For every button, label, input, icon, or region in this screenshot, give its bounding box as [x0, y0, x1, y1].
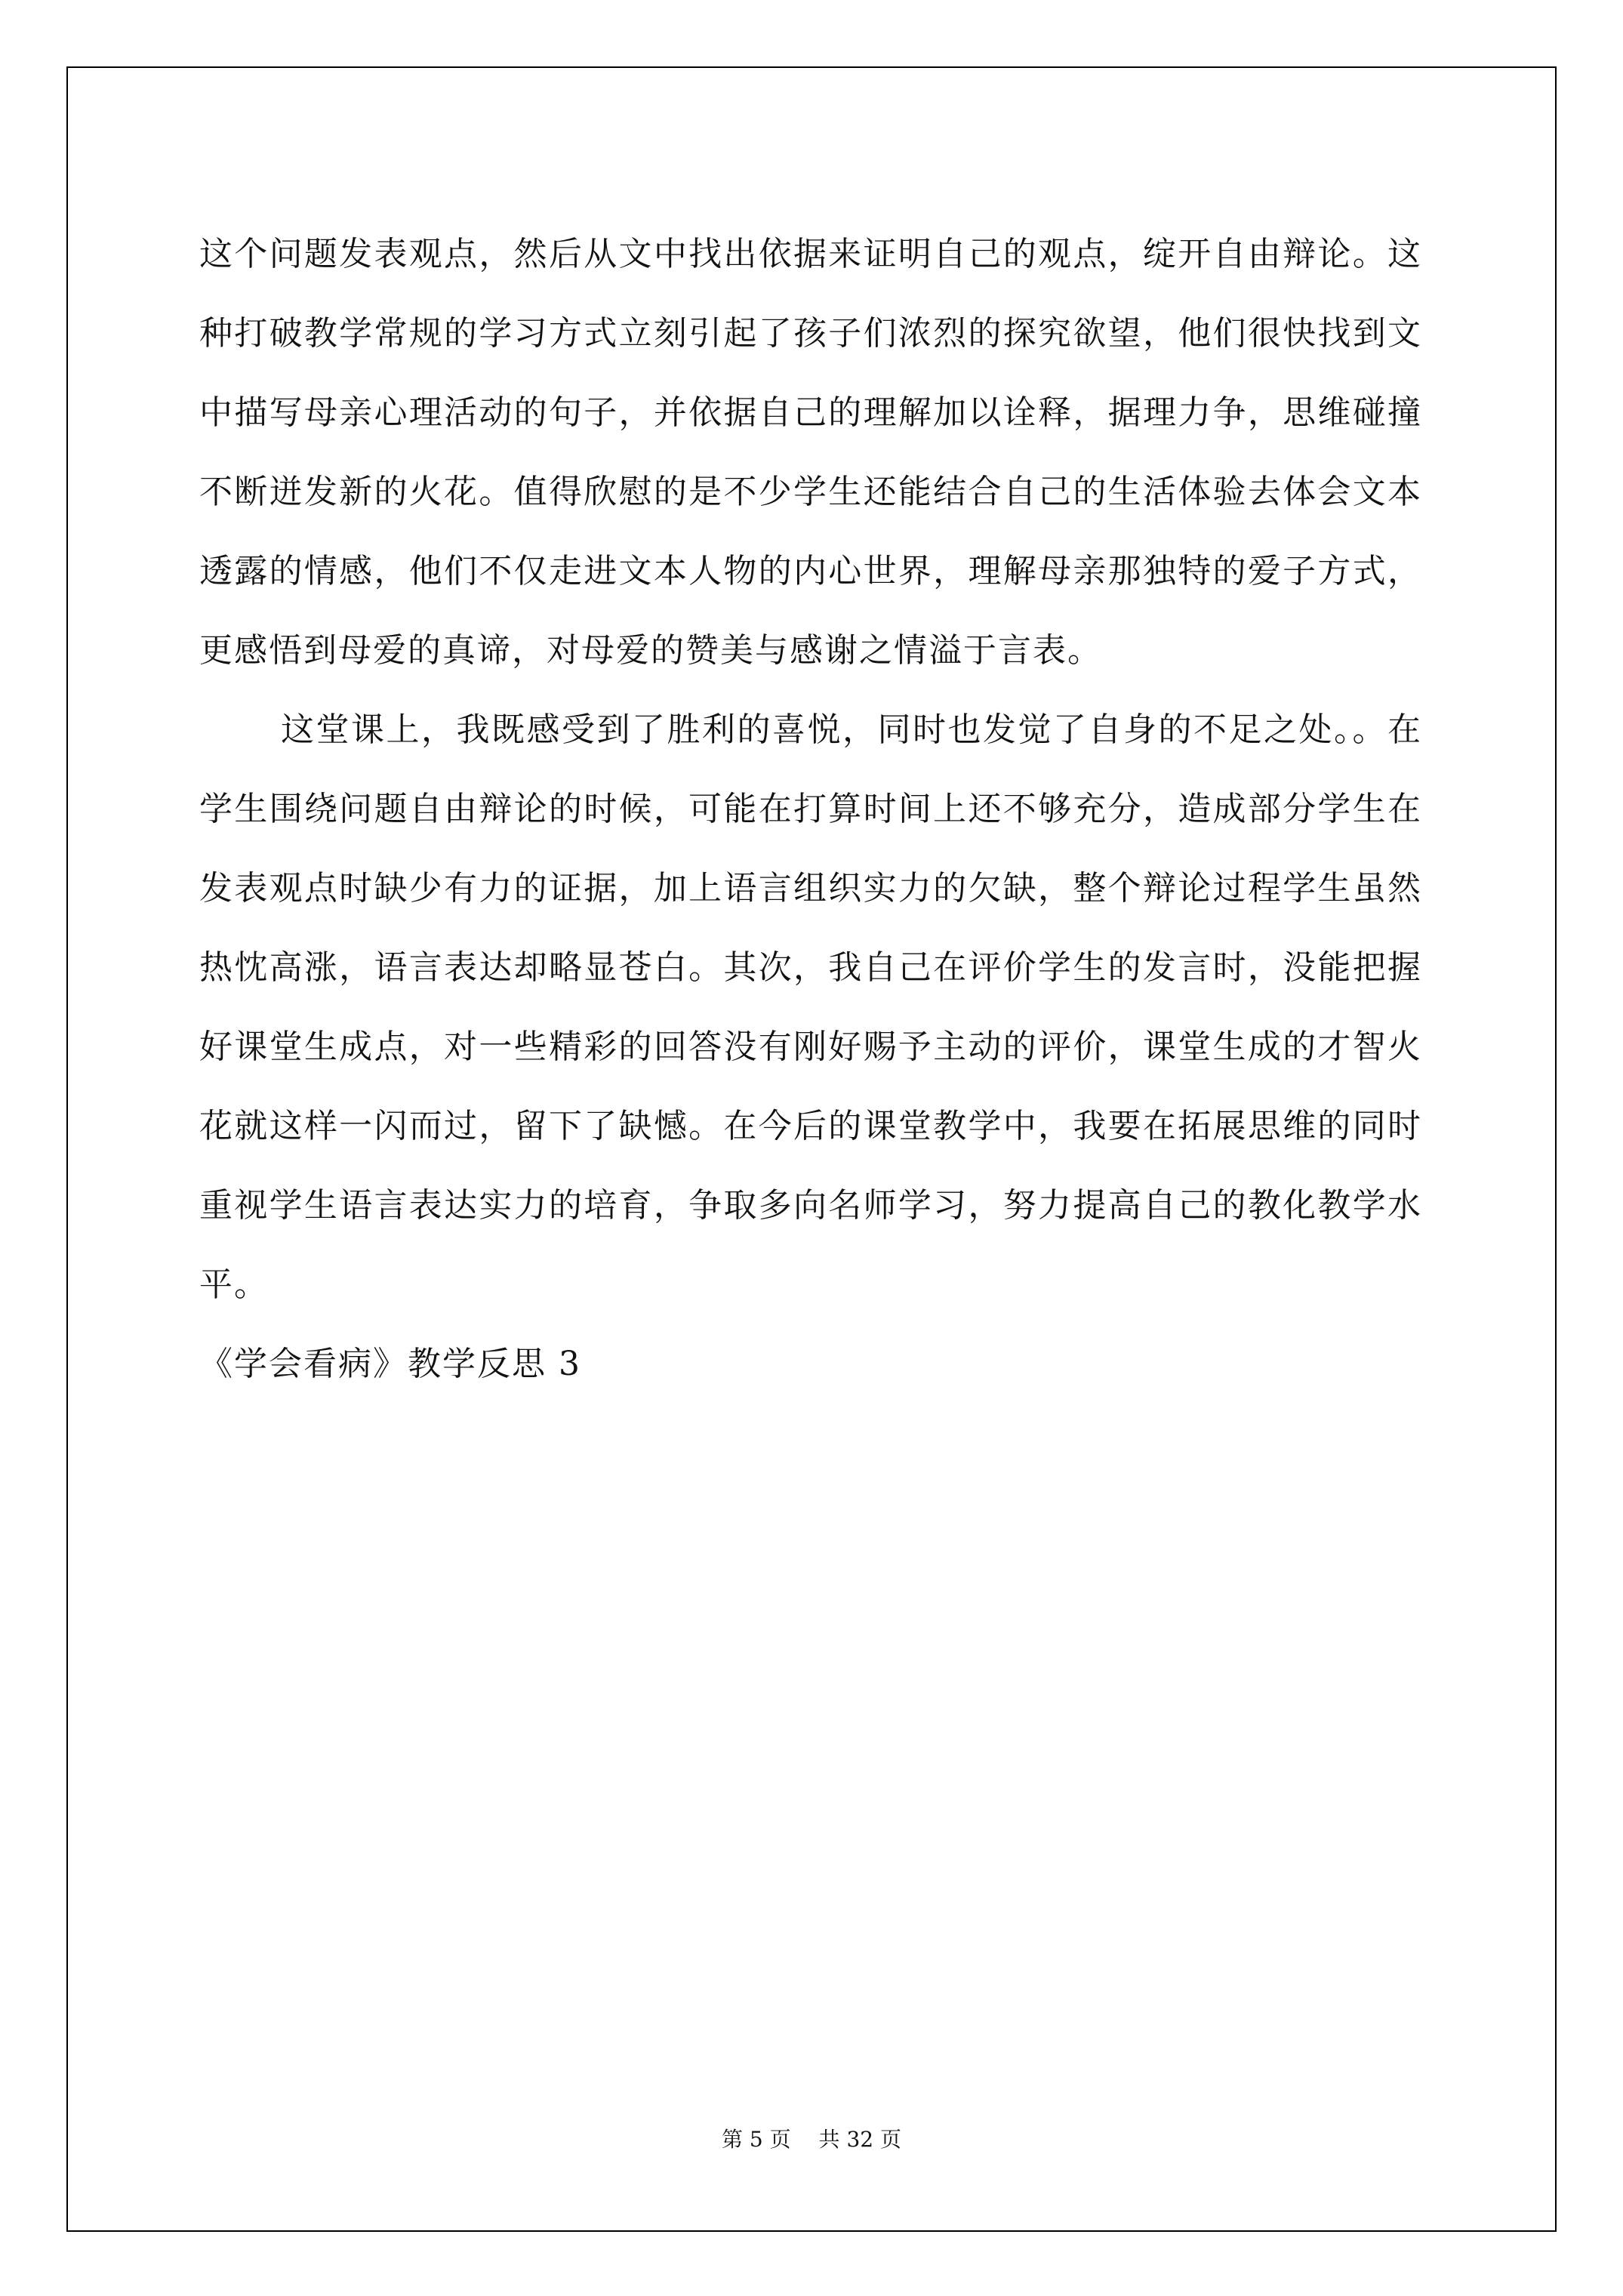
document-body	[199, 214, 1422, 1404]
body-paragraph: 这个问题发表观点，然后从文中找出依据来证明自己的观点，绽开自由辩论。这种打破教学常规的学习方式立刻引起了孩子们浓烈的探究欲望，他们很快找到文中描写母亲心理活动的句子，并依据自己的理解加以诠释，据理力争，思维碰撞不断迸发新的火花。值得欣慰的是不少学生还能结合自己的生活体验去体会文本透露的情感，他们不仅走进文本人物的内心世界，理解母亲那独特的爱子方式，更感悟到母爱的真谛，对母爱的赞美与感谢之情溢于言表。	[199, 235, 1422, 670]
page-number: 第 5 页	[722, 2127, 791, 2152]
page-footer	[0, 2123, 1623, 2153]
page-total: 共 32 页	[818, 2127, 901, 2152]
section-heading: 《学会看病》教学反思 3	[199, 1345, 581, 1383]
body-paragraph: 这堂课上，我既感受到了胜利的喜悦，同时也发觉了自身的不足之处。。在学生围绕问题自由辩论的时候，可能在打算时间上还不够充分，造成部分学生在发表观点时缺少有力的证据，加上语言组织实力的欠缺，整个辩论过程学生虽然热忱高涨，语言表达却略显苍白。其次，我自己在评价学生的发言时，没能把握好课堂生成点，对一些精彩的回答没有刚好赐予主动的评价，课堂生成的才智火花就这样一闪而过，留下了缺憾。在今后的课堂教学中，我要在拓展思维的同时重视学生语言表达实力的培育，争取多向名师学习，努力提高自己的教化教学水平。	[199, 710, 1422, 1304]
